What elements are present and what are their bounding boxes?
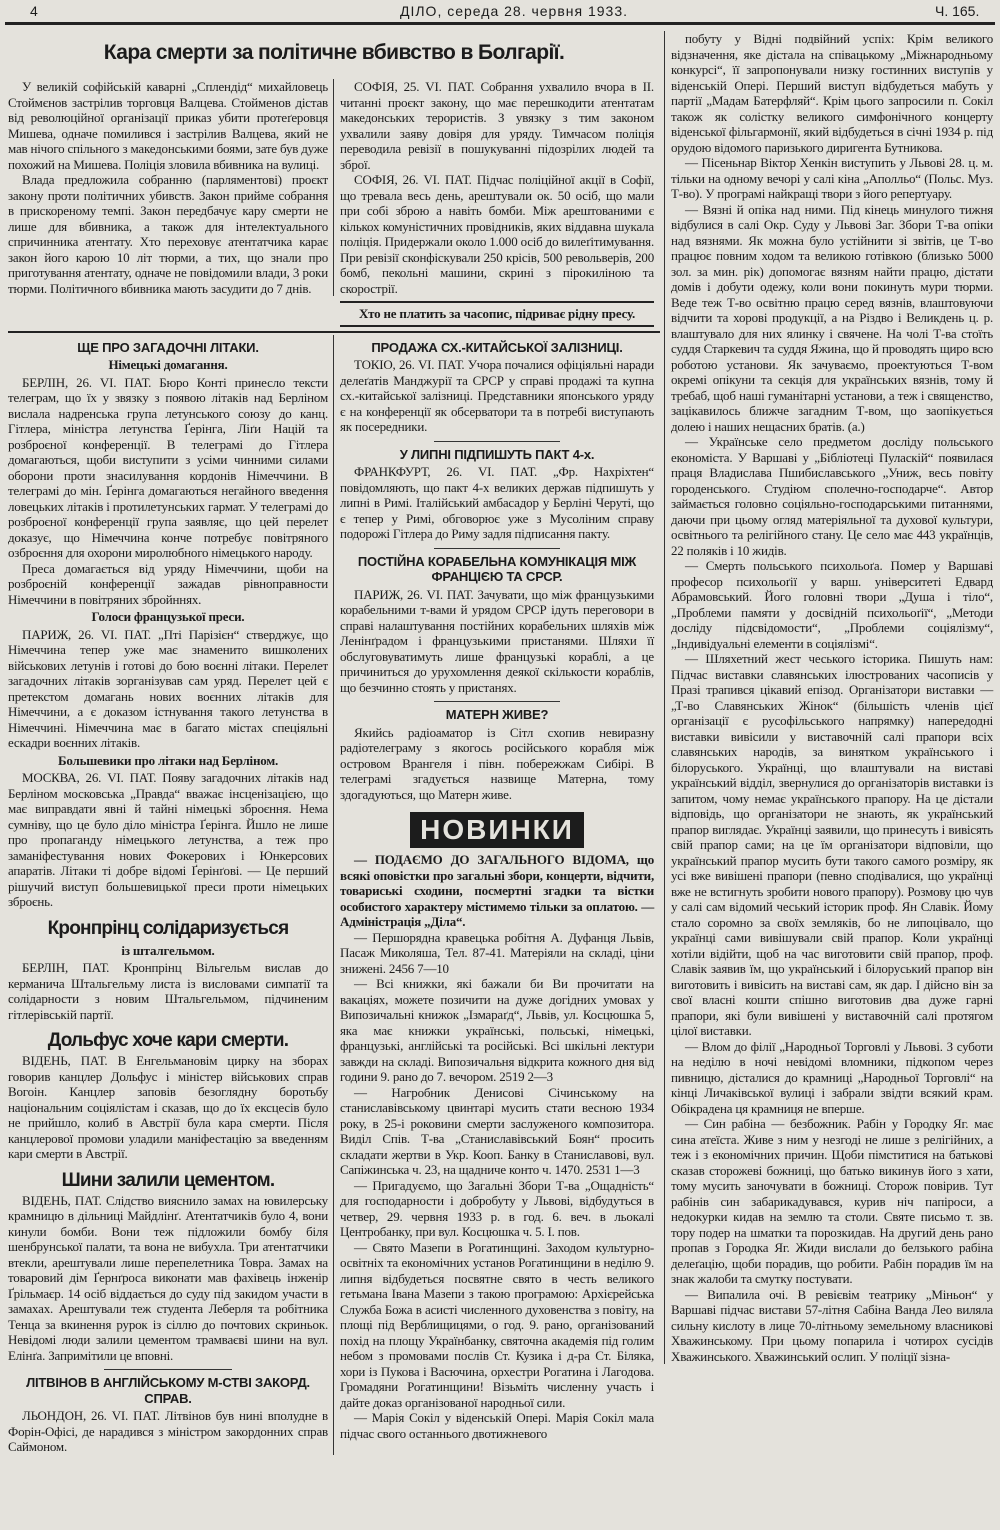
article-paragraph: — Першорядна кравецька робітня А. Дуфанця Львів, Пасаж Миколяша, Тел. 87-41. Матеріяли на складі, ціни знижені. 2456 7—10 [340, 929, 654, 976]
article-subheadline: із шталгельмом. [121, 942, 215, 958]
article-paragraph: ПАРИЖ, 26. VI. ПАТ. Зачувати, що між французькими корабельними т-вами й урядом СРСР ідуть переговори в справі налаштування постійних корабельних шляхів між Ленінґрадом і французькими пристанями. Шляхи її обслуговуватимуть лише французькі кораблі, а це причиниться до урухомлення деякої скількости кораблів, що безчинно стоять у пристанях. [340, 586, 654, 695]
article-separator [434, 701, 560, 702]
article-subheadline: Німецькі домагання. [108, 357, 228, 372]
article-paragraph: — Випалила очі. В ревієвім театрику „Міньон“ у Варшаві підчас вистави 57-літня Сабіна Ванда Лео виляла сильну кислоту в лице 70-літньому земельному власникові Хважинському. При цьому попарила і чотирох сусідів Хважинського. Хважинський ослип. У поліції зізна- [671, 1286, 993, 1364]
article-paragraph: Влада предложила собранню (парляментові) проєкт закону проти політичних убивств. Закон прийме собрання в прискореному темпі. Закон передбачує кару смерти не лише для вбивника, а також для інтелектуального спричинника атентату. Хто переховує атентатчика карає закон його карою 10 літ тюрми, а тих, що знали про приготування атентату, одначе не повідомили влади, 3 роки тюрми. Політичного вбивника мають засудити до 7 днів. [8, 172, 328, 296]
article-paragraph: — Син рабіна — безбожник. Рабін у Городку Яг. має сина атеїста. Живе з ним у незгоді не лише з релігійних, а теж і з економічних причин. Щоби пімститися на батькові сказав сторожеві божниці, що батько викинув його з хати, тому мусить заночувати в божниці. Сторож повірив. Тут рабінів син забарикадувався, курив ніч папіроси, а недокурки кидав на землю та столи. Святе письмо т. зв. тору подер на шматки та порозкидав. На другий день рано пропав з Городка Яг. Жиди вислали до белзького рабіна делеґацію, щоби порадив, що робити. Рабін порадив їм на знак жалоби та смутку постувати. [671, 1116, 993, 1286]
top-article-right [334, 79, 654, 327]
column-3 [664, 31, 993, 1364]
article-paragraph: ЛЬОНДОН, 26. VI. ПАТ. Літвінов був нині вполудне в Форін-Офісі, де нарадився з міністром закордонних справ Саймоном. [8, 1408, 328, 1454]
article-paragraph: Якийсь радіоаматор із Сітл схопив невиразну радіотелеграму з якогось російського корабля між островом Врангеля і півн. побережжам Сибірі. В телеграмі згадується назвище Матерна, тому здогадуються, що Матерн живе. [340, 724, 654, 802]
article-paragraph: — Влом до філії „Народньої Торговлі у Львові. З суботи на неділю в ночі невідомі вломники, підкопом через пивницю, дісталися до крамниці „Народньої Торговлі“ на кінці Личаківської вулиці і забрали звідти всякий крам. Обікрадена ця крамниця не вперше. [671, 1038, 993, 1116]
article-paragraph: Преса домагається від уряду Німеччини, щоби на розброєній конференції зажадав рівноправности Німеччини в повітряних збройннях. [8, 560, 328, 607]
article-paragraph: — Пригадуємо, що Загальні Збори Т-ва „Ощадність“ для господарности і добробуту у Львові, відбудуться в четвер, 29. червня 1933 р. в год. 6. веч. в льокалі Центробанку, при вул. Косцюшка ч. 5. I. пов. [340, 1177, 654, 1239]
article-headline: ЩЕ ПРО ЗАГАДОЧНІ ЛІТАКИ. [77, 339, 259, 355]
section-title-wrap [340, 802, 654, 852]
notice-paragraph: — ПОДАЄМО ДО ЗАГАЛЬНОГО ВІДОМА, що всякі оповістки про загальні збори, концерти, відчити, товариські сходини, посмертні згадки та вістки особистого характеру містимемо тільки за оплатою. — Адміністрація „Діла“. [340, 852, 654, 929]
article-headline: ПРОДАЖА СХ.-КИТАЙСЬКОЇ ЗАЛІЗНИЦІ. [371, 339, 623, 355]
article-paragraph: СОФІЯ, 25. VI. ПАТ. Собрання ухвалило вчора в II. читанні проєкт закону, що має перешкодити атентатам македонських терористів. З увязку з тим законом ухвалили заяву довіря для уряду. Тимчасом поліція переводила ревізії в пошукуванні підозрілих людей та зброї. [340, 79, 654, 172]
section-title: НОВИНКИ [410, 812, 584, 848]
article-headline: МАТЕРН ЖИВЕ? [445, 707, 549, 722]
section-rule [8, 331, 660, 333]
page-body [0, 25, 1000, 1455]
top-article-left [8, 79, 334, 296]
article-paragraph: БЕРЛІН, 26. VI. ПАТ. Бюро Конті принесло тексти телеграм, що їх у звязку з появою літаків над Берліном вислала надренська група летунського союзу до канц. Гітлера, міністра летунства Ґерінга, Ліґи Націй та розброєної конференції. В телеграмі до Гітлера домагаються, щоби виступити з усіми чинними силами оборони проти знасилування кордонів Німеччини. В телеграмі до мін. Ґерінга домагаються негайного введення ловецьких літаків і протилетунських гармат. У телеграмі до розброєної конференції група заявляє, що цей перелет доказує, що Німеччина конче потребує повітряного озброєння для охорони миролюбного німецького народу. [8, 374, 328, 560]
article-paragraph: — Свято Мазепи в Рогатинщині. Заходом культурно-освітніх та економічних установ Рогатинщини в неділю 9. липня відбудеться посвятне свято в честь великого гетьмана Івана Мазепи з такою програмою: Архієрейська Служба Божа в асисті численного духовенства з повіту, на площі під Верблищицями, о год. 9. рано, організований похід на площу Українбанку, святочна академія під голим небом з промовами послів Ст. Кузика і д-ра Ст. Біляка, хори із Пукова і Васючина, орхестри Рогатина і Лагодова. Громадяни Рогатинщини! Візьміть численну участь і дайте доказ організованої народньої сили. [340, 1239, 654, 1410]
page-header [0, 0, 1000, 22]
article-headline: ЛІТВІНОВ В АНГЛІЙСЬКОМУ М-СТВІ ЗАКОРД. СПРАВ. [26, 1375, 310, 1406]
masthead: ДІЛО, середа 28. червня 1933. [400, 3, 629, 19]
article-paragraph: — Марія Сокіл у віденській Опері. Марія Сокіл мала підчас свого останнього двотижневого [340, 1410, 654, 1441]
article-paragraph: — Шляхетний жест чеського історика. Пишуть нам: Підчас виставки славянських ілюстрованих часописів у Празі трапився цікавий епізод. Організатори виставки — „Т-во Славянських Жінок“ (більшість членів цієї організації є русофільського напрямку) напередодні виставки вивісили у виставочній салі прапори всіх славянських народів, за винятком українського і білоруського. Українці, що влаштували на виставі український відділ, звернулися до організаторів виставки із запитом, чому немає українського прапору. На це дістали відповідь, що організатори не знають, як український прапор виглядає. Українці заявили, що принесуть і вивісять свій прапор сами; на це їм організатори відповіли, що український прапор мусить бути такого самого розміру, як усі вже вивішені прапори (певно сподівалися, що українці вже не встигнуть зробити нового прапору). Розмову цю чув у салі сам відомий чеський історик проф. Ян Славік. Йому стало соромно за своїх земляків, бо не липоцівало, що українці сами вивішували свій прапор. Коли українці хотіли відійти, щоб на час виготовити свій прапор, проф. Славік заявив їм, що український і білоруський прапор він виготовить і вивісить на виставі сам, як дар. І дійсно він за свої власні кошти спішно виготовив два дуже гарні прапори, які були вивішені у виставочній салі протягом цілої виставки. [671, 651, 993, 1038]
top-article [8, 79, 660, 327]
issue-number: Ч. 165. [935, 3, 980, 19]
article-paragraph: СОФІЯ, 26. VI. ПАТ. Підчас поліційної акції в Софії, що тревала весь день, арештували ок. 50 осіб, що мали при собі зброю а навіть бомби. Між арештованими є кількох комуністичних провідників, яких віддавна шукала поліція. Придержали около 1.000 осіб до вилеґітимування. При ревізії сконфіскували 250 крісів, 500 револьверів, 200 бомб, пекольні машини, скрині з пірокиліною та скорострії. [340, 172, 654, 296]
article-subheadline: Голоси французької преси. [91, 609, 245, 624]
article-paragraph: У великій софійській каварні „Сплендід“ михайловець Стоймєнов застрілив торговця Валцева. Стойменов дістав від революційної організації приказ убити протеґеровця Мишева, одначе помилився і застрілив Валцева, який не мав нічого спільного з македонськими боями, зате був дуже похожий на Мишева. Поліція зловила вбивника на вулиці. [8, 79, 328, 172]
article-headline: У ЛИПНІ ПІДПИШУТЬ ПАКТ 4-х. [399, 446, 595, 462]
article-separator [434, 548, 560, 549]
notice-box: Хто не платить за часопис, підриває рідну пресу. [340, 301, 654, 327]
article-paragraph: ВІДЕНЬ, ПАТ. В Енгельмановім цирку на зборах говорив канцлер Дольфус і міністер військових справ Вогоін. Канцлер заповів безоглядну боротьбу національним соціялістам і сказав, що до їх ексцесів було не прийшло, колиб в Австрії була кара смерти. Після канцлерової промови уладили маніфестацію за введенням кари смерти в Австрії. [8, 1053, 328, 1161]
article-title: Дольфус хоче кари смерти. [47, 1030, 289, 1051]
lower-columns [8, 335, 660, 1455]
article-paragraph: ФРАНКФУРТ, 26. VI. ПАТ. „Фр. Нахріхтен“ повідомляють, що пакт 4-х великих держав підпишуть у липні в Римі. Італійський амбасадор у Берліні Черуті, що є тепер у Римі, обговорює уже з Мусоліним справу подорожі Гітлера до Риму задля підписання пакту. [340, 464, 654, 541]
article-subheadline: Большевики про літаки над Берліном. [57, 752, 279, 768]
article-headline: ПОСТІЙНА КОРАБЕЛЬНА КОМУНІКАЦІЯ МІЖ ФРАНЦІЄЮ ТА СРСР. [357, 553, 637, 584]
article-separator [104, 1369, 232, 1370]
column-1 [8, 335, 334, 1455]
article-paragraph: — Пісеньнар Віктор Хенкін виступить у Львові 28. ц. м. тільки на одному вечорі у салі кіна „Аполльо“ (Польс. Муз. Т-во). У програмі найкращі твори з його репертуару. [671, 155, 993, 201]
article-title: Кронпрінц солідаризується [47, 917, 289, 939]
article-paragraph: ТОКІО, 26. VI. ПАТ. Учора почалися офіціяльні наради делеґатів Манджурії та СРСР у справі продажі та купна сх.-китайської залізниці. Представники японського уряду є на конференції як обсерватори та в потребі виступають як посередники. [340, 357, 654, 434]
article-paragraph: БЕРЛІН, ПАТ. Кронпрінц Вільгельм вислав до керманича Штальгельму листа із висловами симпатії та солідарности з новим Штальгельмом, підчиненим гітлерівській партії. [8, 960, 328, 1022]
article-title: Шини залили цементом. [61, 1169, 275, 1191]
article-separator [434, 441, 560, 442]
article-paragraph: МОСКВА, 26. VI. ПАТ. Появу загадочних літаків над Берліном московська „Правда“ вважає інсценізацією, що має виправдати явні й тайні німецькі зброєння. Нема сумніву, що це було діло міністра Ґерінга. Йшло не лише про пропаганду німецького летунства, а теж про заманіфестування нових Фокерових і Юнкерсових апаратів. Літаки ті добре відомі Ґерінґові. — Це перший рішучий виступ большевицької преси проти німецьких зброєнь. [8, 770, 328, 909]
article-paragraph: — Українське село предметом досліду польського економіста. У Варшаві у „Бібліотеці Пуласкій“ появилася праця Владислава Пшибиславського „Униж, весь повіту городенського. Студіюм спoлечно-господарче“. Автор займається головно соціяльно-господарськими питаннями, даючи при цьому огляд матеріяльної та духової культури, освітнього та релігійного стану. Це село має 443 українців, 22 поляків і 10 жидів. [671, 434, 993, 558]
article-paragraph: ВІДЕНЬ, ПАТ. Слідство вияснило замах на ювилерську крамницю в дільниці Майдлінґ. Атентатчиків було 4, вони кинули бомби. Вони теж підложили бомбу біля шенбрунської палати, та вона не вибухла. Три атентатчики втекли, арештували лише перепелетника Товра. Замах на товаровий дім Ґернґроса виконати мав фахівець інженір Ґрільмаєр. 14 осіб віддається до суду під закидом участи в замахах. Арештували теж студента Леберля та робітника Тенца за вкинення рурок із сіллю до почтових скриньок. Невідомі люди залили цементом трамваєві шини на вул. Елінґа. Запримітили це вповні. [8, 1192, 328, 1363]
left-area [8, 31, 660, 1455]
page-number: 4 [30, 3, 38, 19]
article-paragraph: — Вязні й опіка над ними. Під кінець минулого тижня відбулися в салі Окр. Суду у Львові Заг. Збори Т-ва опіки над вязнями. Як можна було устійнити зі звітів, це Т-во працює повним ходом та великою готівкою (близько 5000 зол. за мин. рік) допомогає вязням найти працю, дістати домів і добути одежу, коли вони покинуть мури тюрми. Веде теж Т-во освітню працю серед вязнів, влаштовуючи відчити та хорові продукції, а на Різдво і Великдень ц. р. влаштувало для них ялинку і свячене. На чолі Т-ва стоїть суддя Старкевич та суддя Яжина, що й проводять щиро всю роботою установи. Як зачуваємо, проектуються Т-вом окремі опікуни та секція для українських вязнів, тому й требаб, щоб наші гуманітарні установи, а теж і священство, зацікавилось ближче загадним Т-вом, що заопікується долею і наших нещасних братів. (а.) [671, 201, 993, 434]
top-article-title: Кара смерти за політичне вбивство в Болгарії. [103, 41, 565, 64]
article-paragraph: ПАРИЖ, 26. VI. ПАТ. „Пті Парізієн“ стверджує, що Німеччина тепер уже має знаменито вишколених військових летунів і готові до бою воєнні літаки. Перелет загадочних літаків зорганізував сам уряд. Перелет цей є претекстом домагань нових воєнних літаків для Німеччини, а є доказом істнування такого летунства в Німеччині. Німеччина має в багато містах спеціяльні ескадри воєнних літаків. [8, 626, 328, 750]
article-paragraph: — Всі книжки, які бажали би Ви прочитати на вакаціях, можете позичити на дуже догідних умовах у Випозичальні книжок „Ізмараґд“, Львів, ул. Косцюшка 5, яка має книжки українські, польські, німецькі, французькі, англійські та російські. Всі шкільні лектури завжди на складі. Випозичальня відкрита кожного дня від години 9. рано до 7. вечором. 2519 2—3 [340, 976, 654, 1084]
column-2 [334, 335, 654, 1442]
article-paragraph: побуту у Відні подвійний успіх: Крім великого відзначення, яке дістала на співацькому „Міжнародньому конкурсі“, її запропонували низку гостинних виступів у віденській Опері. Перший виступ відбудеться мабуть у партії „Мадам Батерфляй“. Крім цього запросили п. Сокіл також як солістку великого симфонічного концерту віденської фільгармонії, який відбудеться в січні 1934 р. під орудою відомого паризького диригента Бутникова. [671, 31, 993, 155]
article-paragraph: — Нагробник Денисові Січинському на станиславівському цвинтарі мусить стати весною 1934 року, в 25-і роковини смерти заслуженого композитора. Виділ Спів. Т-ва „Станиславівський Боян“ просить складати жертви в Укр. Кооп. Банку в Станиславові, вул. Сапіжинська ч. 23, на щадниче конто ч. 1470. 2531 1—3 [340, 1084, 654, 1177]
article-paragraph: — Смерть польського психольоґа. Помер у Варшаві професор психольоґії у варш. університеті Едвард Абрамовський. Його головні твори „Душа і тіло“, „Проблеми памяти у досвідній психольоґії“, „Методи досліду підсвідомости“, „Проблеми соціялізму“, „Індивідуальні елементи в соціялізмі“. [671, 558, 993, 651]
